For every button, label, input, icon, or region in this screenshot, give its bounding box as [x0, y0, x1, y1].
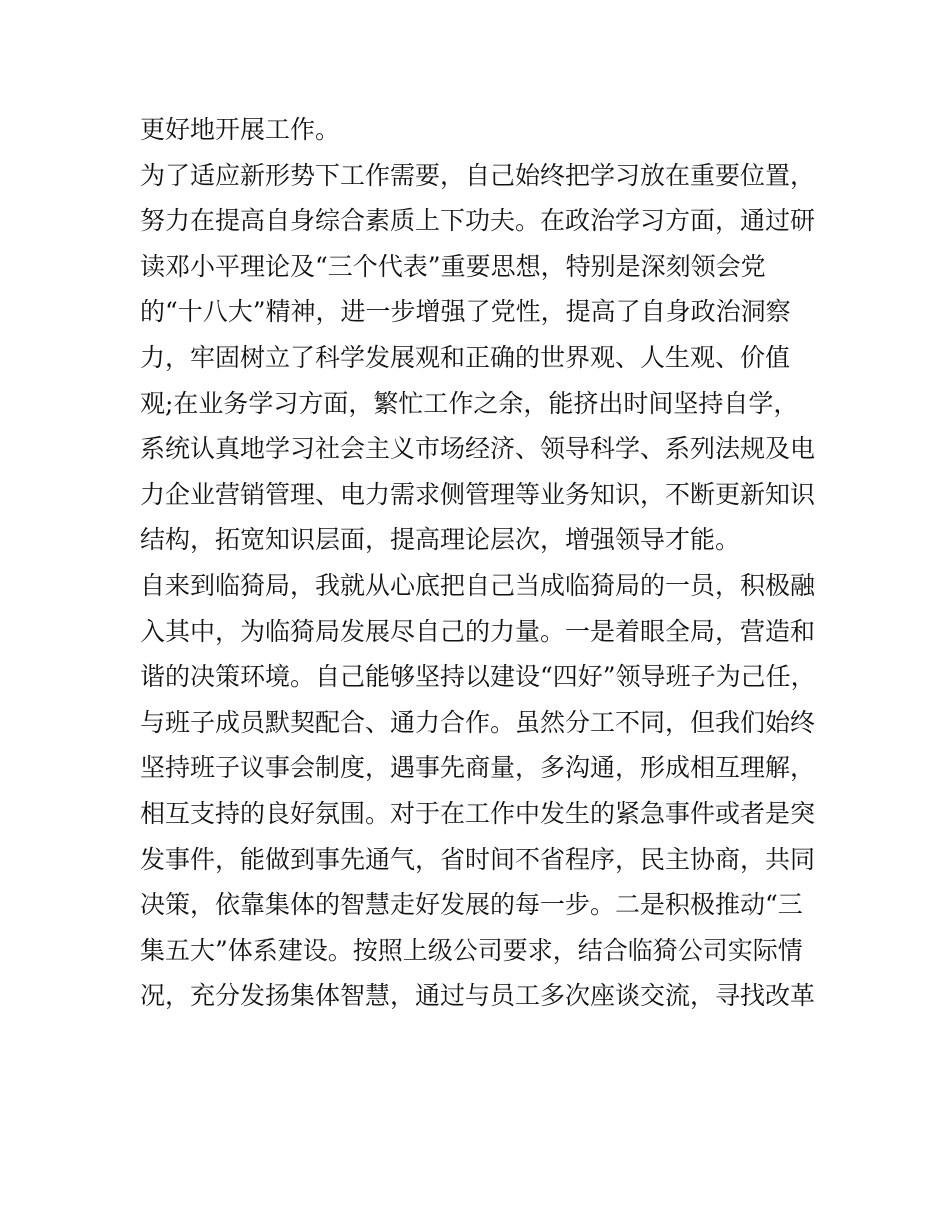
text-line-6: 力，牢固树立了科学发展观和正确的世界观、人生观、价值	[140, 342, 791, 372]
text-line-9: 力企业营销管理、电力需求侧管理等业务知识，不断更新知识	[140, 479, 816, 509]
text-line-20: 况，充分发扬集体智慧，通过与员工多次座谈交流，寻找改革	[140, 981, 816, 1011]
text-line-8: 系统认真地学习社会主义市场经济、领导科学、系列法规及电	[140, 434, 816, 464]
text-line-18: 决策，依靠集体的智慧走好发展的每一步。二是积极推动“三	[140, 890, 803, 920]
text-line-17: 发事件，能做到事先通气，省时间不省程序，民主协商，共同	[140, 844, 816, 874]
text-line-4: 读邓小平理论及“三个代表”重要思想，特别是深刻领会党	[140, 251, 766, 281]
text-line-5: 的“十八大”精神，进一步增强了党性，提高了自身政治洞察	[140, 297, 791, 327]
text-line-10: 结构，拓宽知识层面，提高理论层次，增强领导才能。	[140, 525, 741, 555]
text-line-13: 谐的决策环境。自己能够坚持以建设“四好”领导班子为己任，	[140, 662, 816, 692]
text-line-2: 为了适应新形势下工作需要，自己始终把学习放在重要位置，	[140, 160, 816, 190]
text-line-15: 坚持班子议事会制度，遇事先商量，多沟通，形成相互理解，	[140, 753, 816, 783]
text-line-12: 入其中，为临猗局发展尽自己的力量。一是着眼全局，营造和	[140, 616, 816, 646]
text-line-14: 与班子成员默契配合、通力合作。虽然分工不同，但我们始终	[140, 707, 816, 737]
text-line-19: 集五大”体系建设。按照上级公司要求，结合临猗公司实际情	[140, 935, 803, 965]
text-line-1: 更好地开展工作。	[140, 115, 341, 144]
text-line-7: 观;在业务学习方面，繁忙工作之余，能挤出时间坚持自学，	[140, 388, 799, 418]
text-line-16: 相互支持的良好氛围。对于在工作中发生的紧急事件或者是突	[140, 798, 816, 828]
text-line-3: 努力在提高自身综合素质上下功夫。在政治学习方面，通过研	[140, 206, 816, 236]
document-body	[140, 107, 820, 1019]
text-line-11: 自来到临猗局，我就从心底把自己当成临猗局的一员，积极融	[140, 570, 816, 600]
